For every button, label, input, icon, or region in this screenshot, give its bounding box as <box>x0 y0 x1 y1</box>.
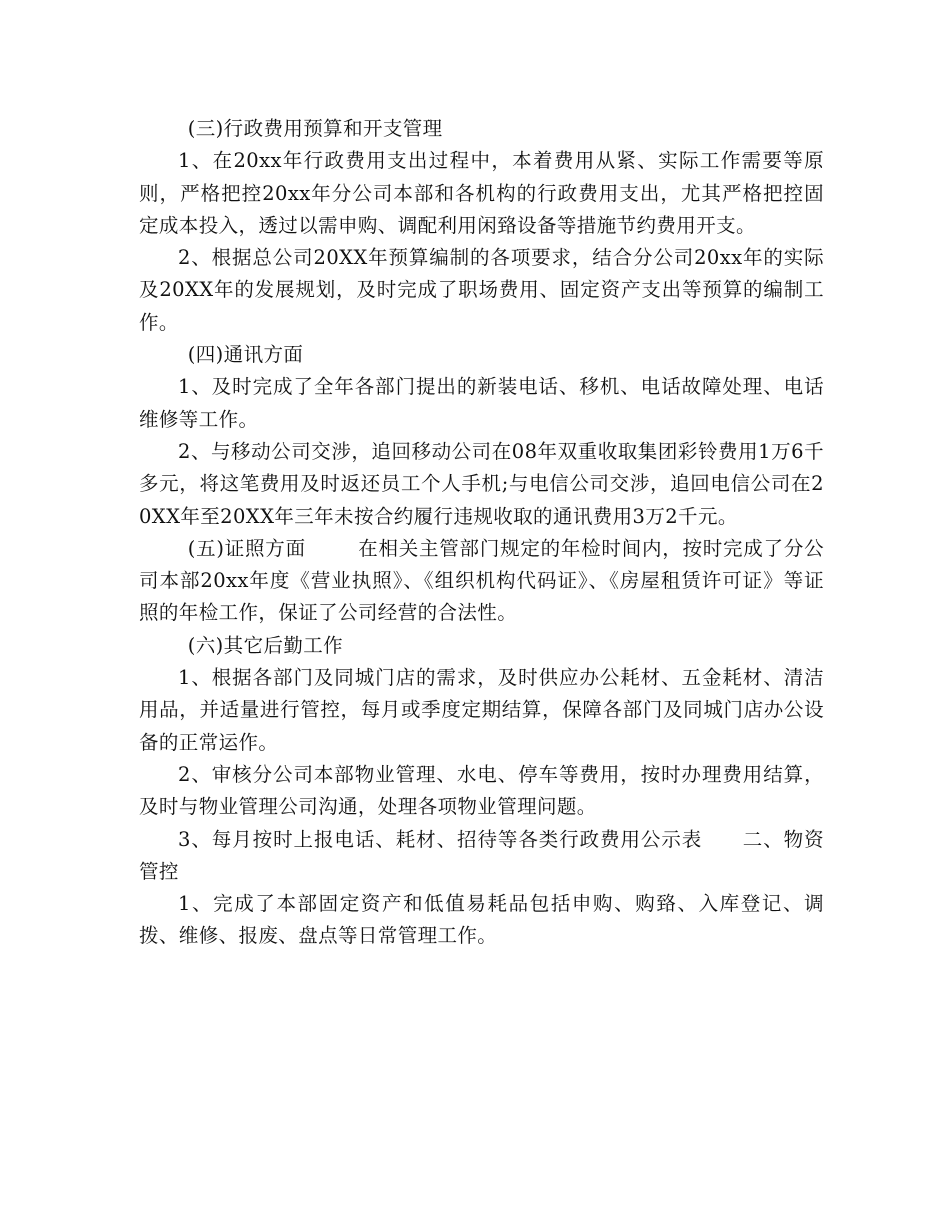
paragraph-property-fees: 2、审核分公司本部物业管理、水电、停车等费用，按时办理费用结算，及时与物业管理公司沟通，处理各项物业管理问题。 <box>139 762 824 819</box>
section-heading-licenses: (五)证照方面 <box>187 536 306 560</box>
paragraph-monthly-report <box>139 824 824 889</box>
section-heading-communication: (四)通讯方面 <box>187 343 304 367</box>
paragraph-office-supplies: 1、根据各部门及同城门店的需求，及时供应办公耗材、五金耗材、清洁用品，并适量进行管控，每月或季度定期结算，保障各部门及同城门店办公设备的正常运作。 <box>139 666 824 754</box>
section-heading-admin-budget: (三)行政费用预算和开支管理 <box>187 117 443 140</box>
paragraph-licenses <box>139 533 824 630</box>
paragraph-phone-installation: 1、及时完成了全年各部门提出的新装电话、移机、电话故障处理、电话维修等工作。 <box>139 375 824 431</box>
paragraph-carrier-negotiation: 2、与移动公司交涉，追回移动公司在08年双重收取集团彩铃费用1万6千多元，将这笔费用及时返还员工个人手机;与电信公司交涉，追回电信公司在20XX年至20XX年三年未按合约履行违规收取的通讯费用3万2千元。 <box>139 439 824 528</box>
section-heading-logistics: (六)其它后勤工作 <box>187 633 344 657</box>
document-body <box>139 113 824 953</box>
monthly-report-text: 3、每月按时上报电话、耗材、招待等各类行政费用公示表 <box>178 827 703 851</box>
section-heading-materials: 二、物资管控 <box>139 827 824 883</box>
paragraph-budget-compilation: 2、根据总公司20XX年预算编制的各项要求，结合分公司20xx年的实际及20XX年的发展规划，及时完成了职场费用、固定资产支出等预算的编制工作。 <box>139 246 824 334</box>
paragraph-admin-expense-control: 1、在20xx年行政费用支出过程中，本着费用从紧、实际工作需要等原则，严格把控20xx年分公司本部和各机构的行政费用支出，尤其严格把控固定成本投入，透过以需申购、调配利用闲臵设备等措施节约费用开支。 <box>139 149 824 237</box>
paragraph-fixed-assets: 1、完成了本部固定资产和低值易耗品包括申购、购臵、入库登记、调拨、维修、报废、盘点等日常管理工作。 <box>139 892 824 948</box>
licenses-text: 在相关主管部门规定的年检时间内，按时完成了分公司本部20xx年度《营业执照》、《组织机构代码证》、《房屋租赁许可证》等证照的年检工作，保证了公司经营的合法性。 <box>139 536 825 625</box>
